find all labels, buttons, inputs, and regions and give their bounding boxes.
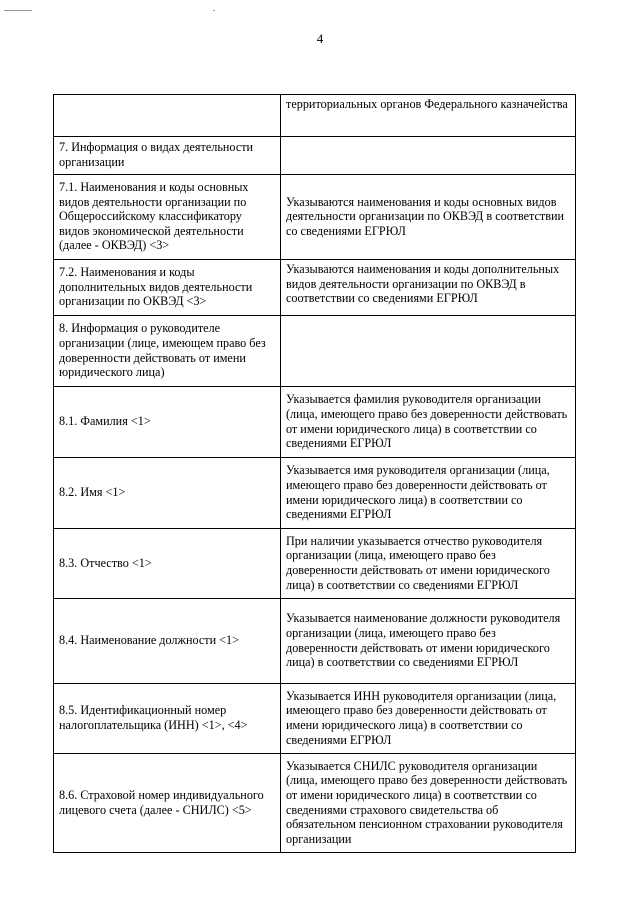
table-row (54, 137, 576, 175)
row-description-cell: При наличии указывается отчество руководителя организации (лица, имеющего право без доверенности действовать от имени юридического лица) в соответствии со сведениями ЕГРЮЛ (281, 529, 576, 599)
row-description-cell: Указывается ИНН руководителя организации (лица, имеющего право без доверенности действовать от имени юридического лица) в соответствии со сведениями ЕГРЮЛ (281, 684, 576, 754)
row-description-cell: Указываются наименования и коды основных видов деятельности организации по ОКВЭД в соответствии со сведениями ЕГРЮЛ (281, 175, 576, 260)
page-number: 4 (316, 31, 324, 46)
row-label-cell: 7. Информация о видах деятельности организации (54, 137, 281, 175)
row-description-cell (281, 137, 576, 175)
table-row (54, 529, 576, 599)
table-row (54, 458, 576, 529)
row-label-cell: 8.2. Имя <1> (54, 458, 281, 529)
row-description-cell: Указывается имя руководителя организации (лица, имеющего право без доверенности действовать от имени юридического лица) в соответствии со сведениями ЕГРЮЛ (281, 458, 576, 529)
scan-artifact-line (4, 10, 32, 11)
row-description-cell (281, 316, 576, 387)
row-description-cell: территориальных органов Федерального казначейства (281, 95, 576, 137)
table-row (54, 754, 576, 853)
requirements-table (53, 94, 576, 853)
table-row (54, 387, 576, 458)
table-row (54, 95, 576, 137)
table-row (54, 684, 576, 754)
scan-artifact-dot (213, 10, 215, 11)
row-label-cell: 8.5. Идентификационный номер налогоплательщика (ИНН) <1>, <4> (54, 684, 281, 754)
table-row (54, 599, 576, 684)
row-label-cell: 8.4. Наименование должности <1> (54, 599, 281, 684)
row-description-cell: Указывается фамилия руководителя организации (лица, имеющего право без доверенности действовать от имени юридического лица) в соответствии со сведениями ЕГРЮЛ (281, 387, 576, 458)
table-row (54, 175, 576, 260)
table-row (54, 260, 576, 316)
row-label-cell: 8. Информация о руководителе организации (лице, имеющем право без доверенности действовать от имени юридического лица) (54, 316, 281, 387)
row-label-cell (54, 95, 281, 137)
row-label-cell: 8.3. Отчество <1> (54, 529, 281, 599)
row-label-cell: 7.1. Наименования и коды основных видов деятельности организации по Общероссийскому классификатору видов экономической деятельности (далее - ОКВЭД) <3> (54, 175, 281, 260)
row-label-cell: 7.2. Наименования и коды дополнительных видов деятельности организации по ОКВЭД <3> (54, 260, 281, 316)
row-description-cell: Указывается наименование должности руководителя организации (лица, имеющего право без доверенности действовать от имени юридического лица) в соответствии со сведениями ЕГРЮЛ (281, 599, 576, 684)
row-description-cell: Указывается СНИЛС руководителя организации (лица, имеющего право без доверенности действовать от имени юридического лица) в соответствии со сведениями страхового свидетельства об обязательном пенсионном страховании руководителя организации (281, 754, 576, 853)
row-description-cell: Указываются наименования и коды дополнительных видов деятельности организации по ОКВЭД в соответствии со сведениями ЕГРЮЛ (281, 260, 576, 316)
row-label-cell: 8.6. Страховой номер индивидуального лицевого счета (далее - СНИЛС) <5> (54, 754, 281, 853)
table-row (54, 316, 576, 387)
row-label-cell: 8.1. Фамилия <1> (54, 387, 281, 458)
